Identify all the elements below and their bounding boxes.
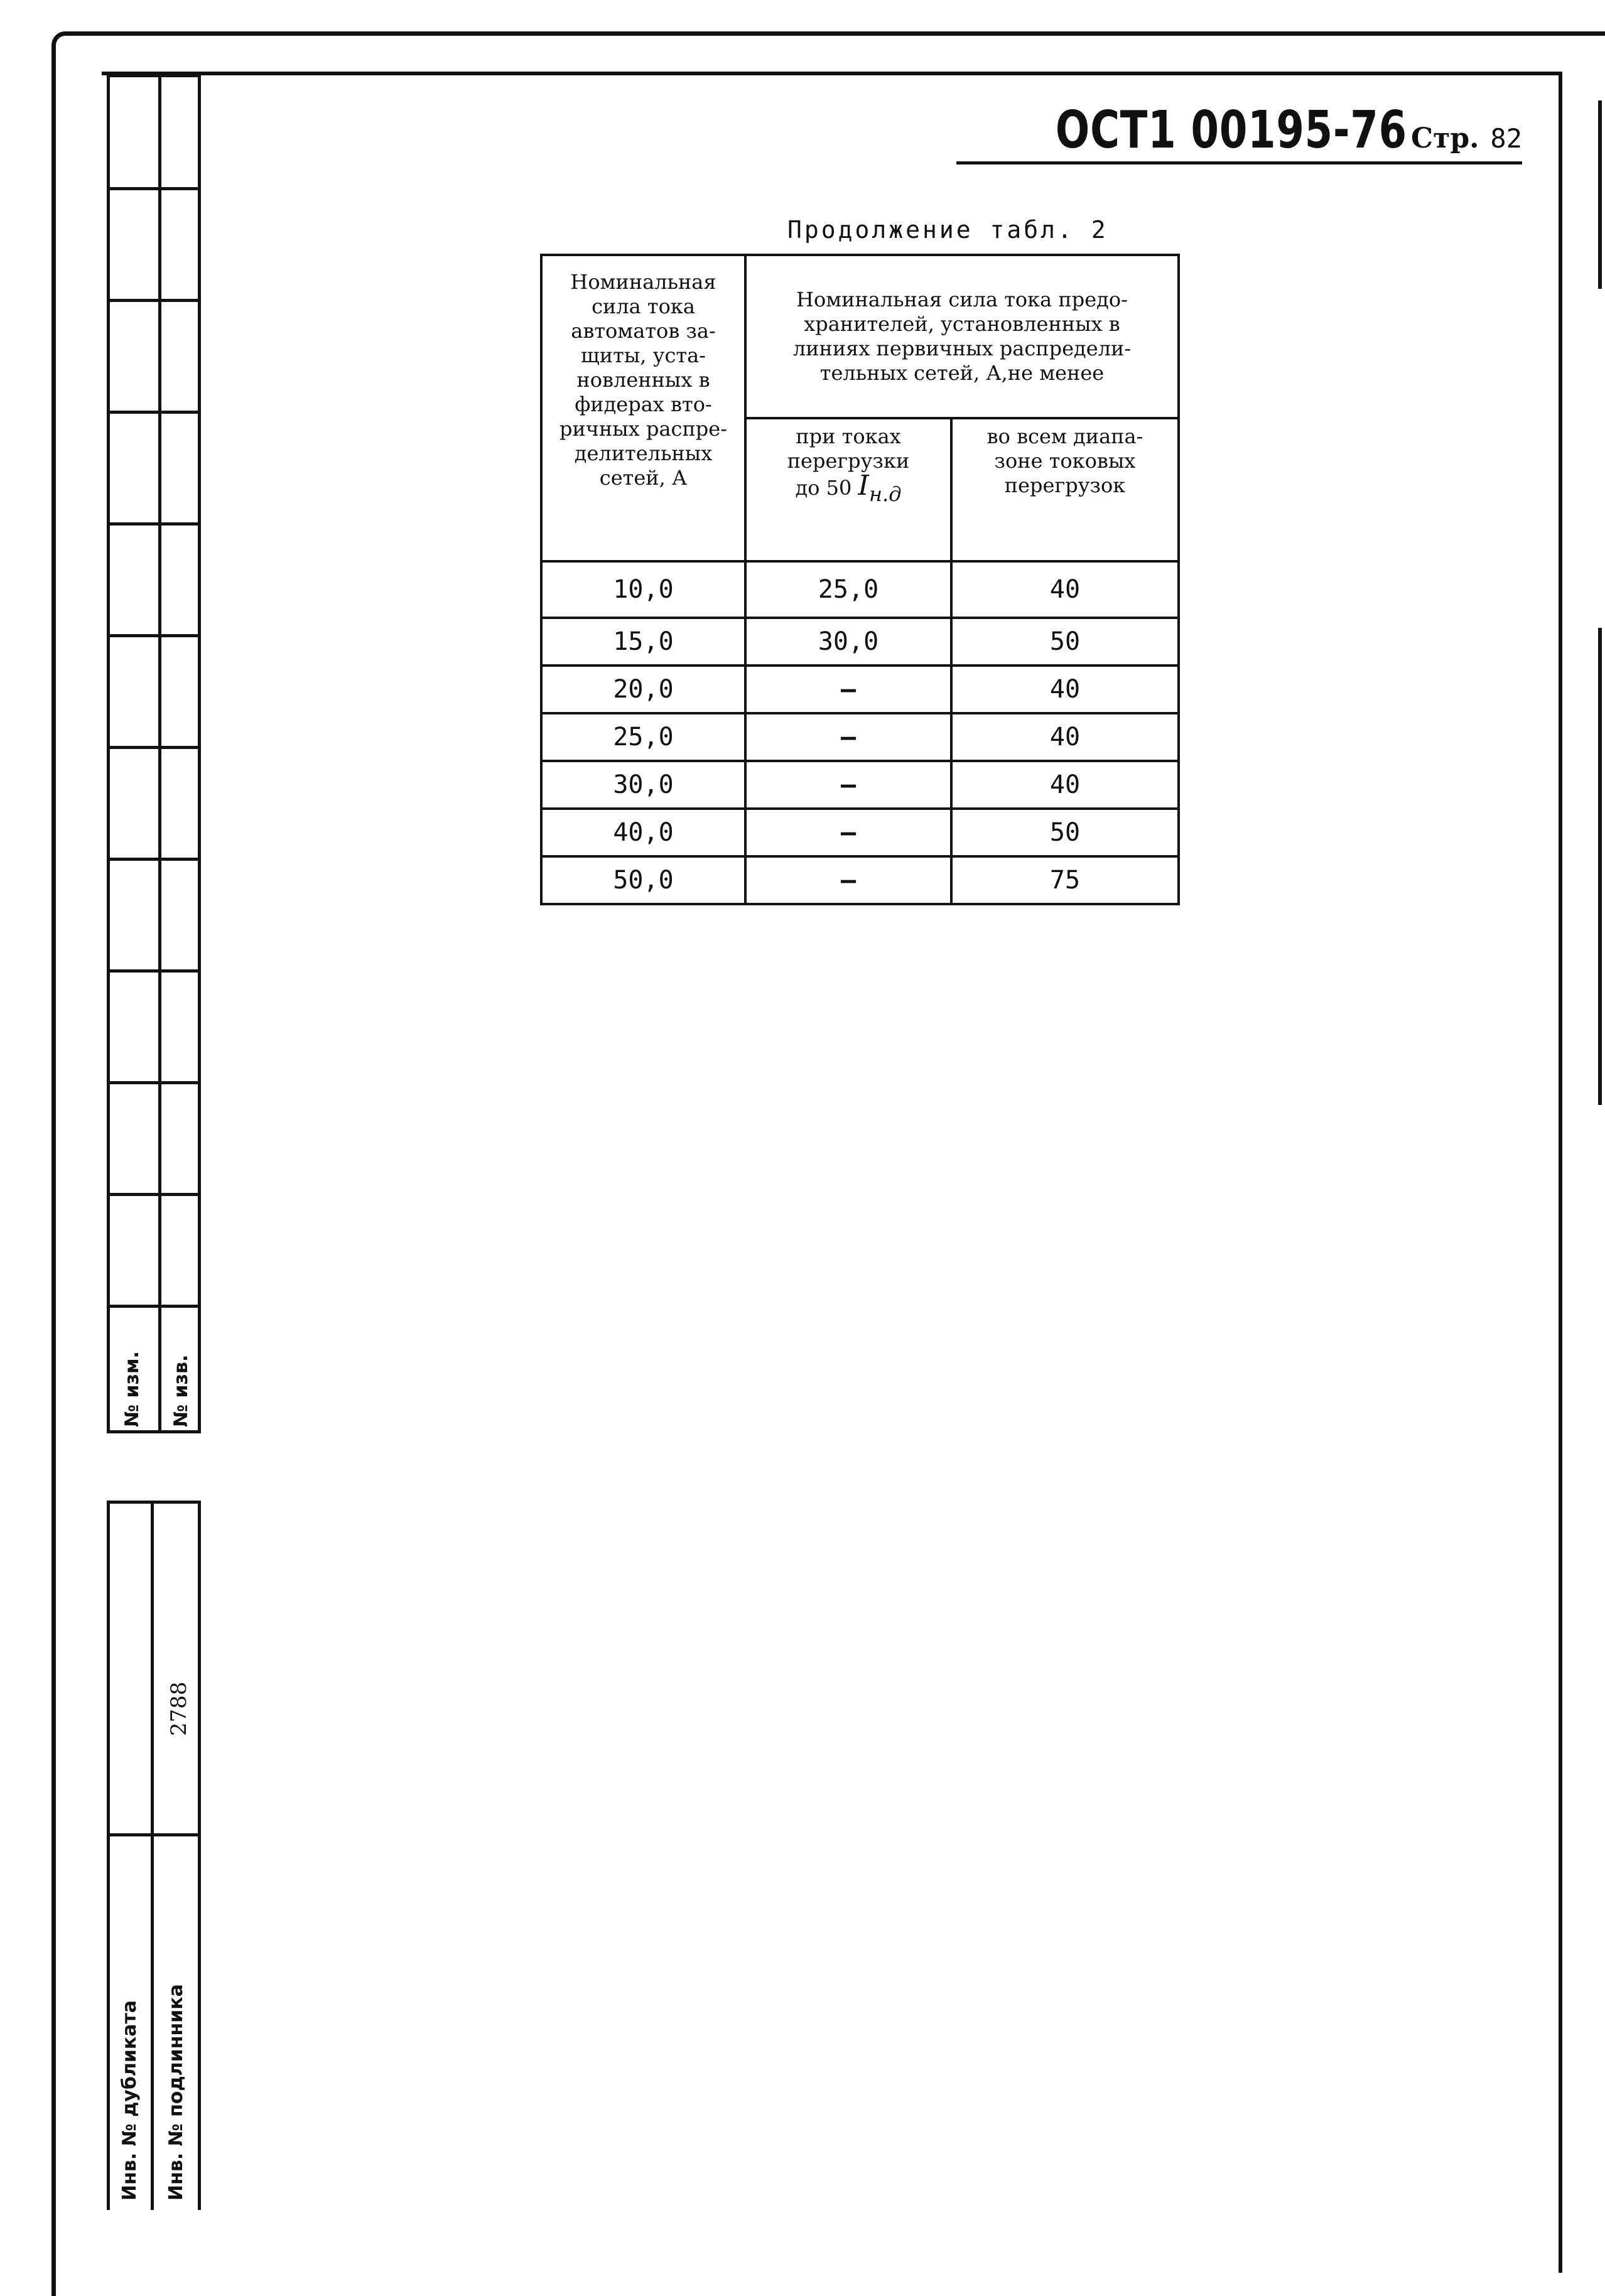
- cell-full-range-current: 50: [951, 809, 1179, 856]
- cell-overload-current: –: [745, 809, 951, 856]
- cell-full-range-current: 40: [951, 561, 1179, 618]
- cell-overload-current: 25,0: [745, 561, 951, 618]
- cell-overload-current: 30,0: [745, 618, 951, 666]
- cell-breaker-current: 25,0: [541, 713, 745, 761]
- side-stamp-revisions: [107, 74, 201, 1433]
- cell-overload-current: –: [745, 856, 951, 904]
- cell-full-range-current: 75: [951, 856, 1179, 904]
- table-caption: Продолжение табл. 2: [787, 216, 1108, 244]
- cell-breaker-current: 40,0: [541, 809, 745, 856]
- group-header: Номинальная сила тока предо- хранителей, установленных в линиях первичных распредели- тельных сетей, А,не менее: [745, 255, 1179, 418]
- document-code: ОСТ1 00195-76: [1056, 100, 1408, 160]
- original-inv-value: 2788: [166, 1681, 192, 1736]
- cell-breaker-current: 10,0: [541, 561, 745, 618]
- side-stamp-inventory: [107, 1501, 201, 2210]
- original-inv-label: Инв. № подлинника: [165, 1984, 187, 2201]
- col2-header: при токах перегрузки до 50 Iн.д: [745, 418, 951, 561]
- cell-overload-current: –: [745, 666, 951, 713]
- table-row: [541, 761, 1179, 809]
- cell-full-range-current: 40: [951, 713, 1179, 761]
- cell-overload-current: –: [745, 761, 951, 809]
- table-row: [541, 561, 1179, 618]
- table-row: [541, 666, 1179, 713]
- cell-full-range-current: 50: [951, 618, 1179, 666]
- cell-full-range-current: 40: [951, 761, 1179, 809]
- change-number-label: № изм.: [121, 1351, 143, 1427]
- cell-overload-current: –: [745, 713, 951, 761]
- notice-number-label: № изв.: [170, 1354, 192, 1427]
- document-header: [956, 100, 1522, 164]
- page-word: Стр.: [1411, 122, 1479, 154]
- right-edge-mark: [1598, 100, 1602, 289]
- duplicate-inv-label: Инв. № дубликата: [119, 2000, 141, 2201]
- right-edge-mark: [1598, 628, 1602, 1105]
- cell-breaker-current: 30,0: [541, 761, 745, 809]
- table-row: [541, 713, 1179, 761]
- cell-full-range-current: 40: [951, 666, 1179, 713]
- col1-header: Номинальная сила тока автоматов за- щиты, уста- новленных в фидерах вто- ричных распре- делительных сетей, А: [541, 255, 745, 561]
- cell-breaker-current: 15,0: [541, 618, 745, 666]
- cell-breaker-current: 20,0: [541, 666, 745, 713]
- cell-breaker-current: 50,0: [541, 856, 745, 904]
- page-number: 82: [1490, 123, 1522, 154]
- table-row: [541, 856, 1179, 904]
- col3-header: во всем диапа- зоне токовых перегрузок: [951, 418, 1179, 561]
- table-row: [541, 618, 1179, 666]
- table-row: [541, 809, 1179, 856]
- fuse-rating-table: [540, 254, 1180, 905]
